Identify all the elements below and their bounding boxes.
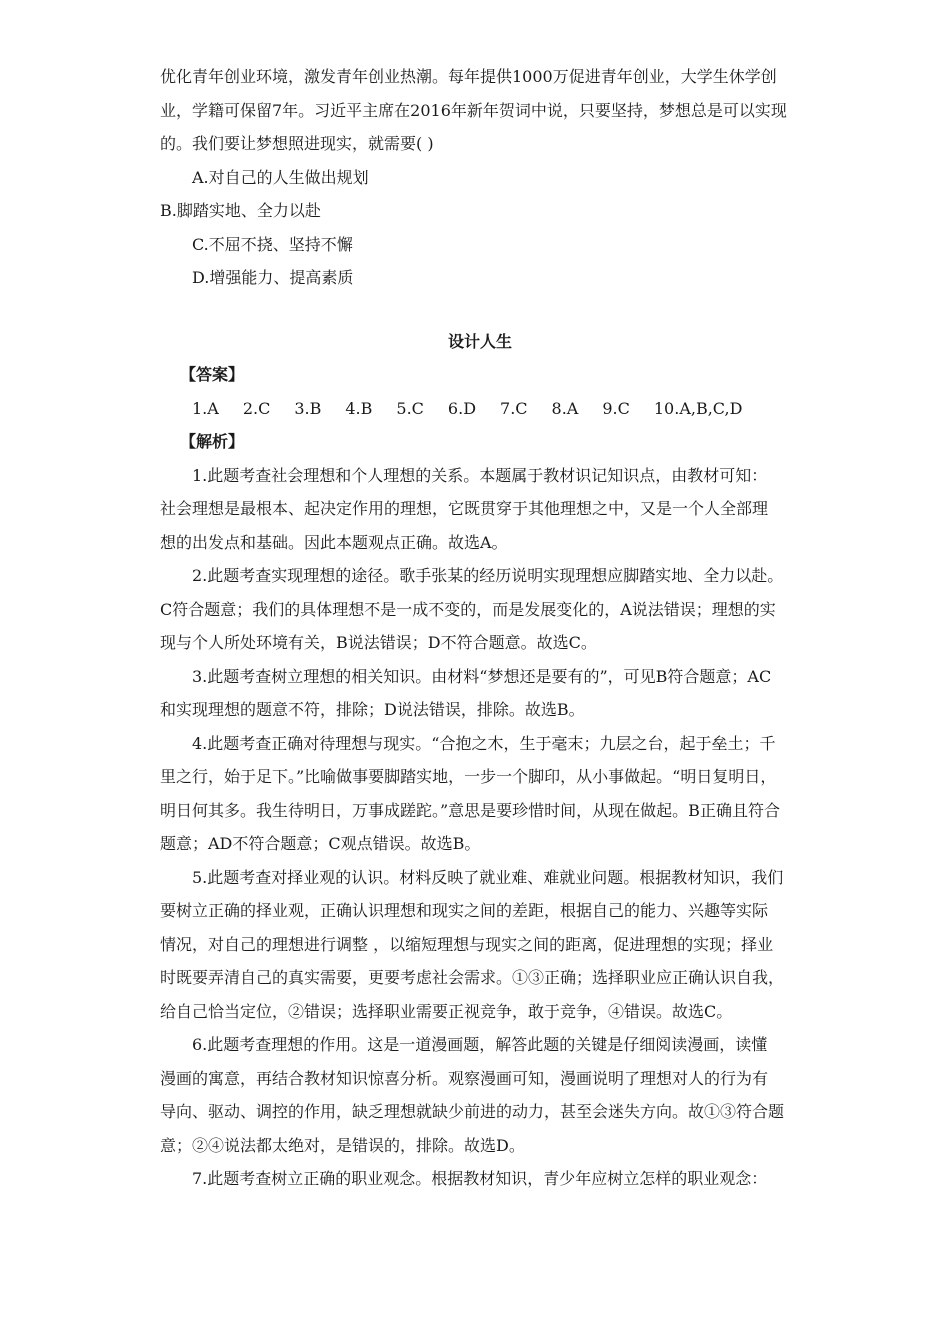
option-b: B.脚踏实地、全力以赴 bbox=[160, 201, 321, 220]
answer-item: 3.B bbox=[294, 398, 322, 418]
document-page bbox=[160, 60, 800, 1196]
answer-item: 10.A,B,C,D bbox=[653, 398, 743, 418]
analysis-line: 题意；AD不符合题意；C观点错误。故选B。 bbox=[160, 834, 481, 853]
answer-item: 2.C bbox=[242, 398, 271, 418]
analysis-line: 导向、驱动、调控的作用，缺乏理想就缺少前进的动力，甚至会迷失方向。故①③符合题 bbox=[160, 1102, 785, 1121]
answer-item: 4.B bbox=[345, 398, 373, 418]
analysis-line: 社会理想是最根本、起决定作用的理想，它既贯穿于其他理想之中，又是一个人全部理 bbox=[160, 499, 769, 518]
analysis-line: 5.此题考查对择业观的认识。材料反映了就业难、难就业问题。根据教材知识，我们 bbox=[192, 867, 784, 887]
analysis-line: 现与个人所处环境有关，B说法错误；D不符合题意。故选C。 bbox=[160, 633, 597, 652]
analysis-line: 漫画的寓意，再结合教材知识惊喜分析。观察漫画可知，漫画说明了理想对人的行为有 bbox=[160, 1068, 769, 1088]
analysis-line: 要树立正确的择业观，正确认识理想和现实之间的差距，根据自己的能力、兴趣等实际 bbox=[160, 901, 769, 920]
answer-item: 5.C bbox=[396, 398, 424, 418]
analysis-line: C符合题意；我们的具体理想不是一成不变的，而是发展变化的，A说法错误；理想的实 bbox=[160, 599, 776, 619]
analysis-line: 2.此题考查实现理想的途径。歌手张某的经历说明实现理想应脚踏实地、全力以赴。 bbox=[192, 566, 784, 585]
analysis-header: 【解析】 bbox=[180, 432, 245, 451]
analysis-line: 4.此题考查正确对待理想与现实。“合抱之木，生于毫末；九层之台，起于垒土；千 bbox=[192, 733, 776, 753]
analysis-line: 7.此题考查树立正确的职业观念。根据教材知识，青少年应树立怎样的职业观念： bbox=[192, 1169, 768, 1188]
option-a: A.对自己的人生做出规划 bbox=[192, 167, 369, 187]
analysis-line: 情况，对自己的理想进行调整 ，以缩短理想与现实之间的距离，促进理想的实现；择业 bbox=[160, 934, 774, 954]
analysis-line: 和实现理想的题意不符，排除；D说法错误，排除。故选B。 bbox=[160, 700, 585, 719]
question-tail bbox=[160, 60, 800, 161]
option-d: D.增强能力、提高素质 bbox=[192, 268, 354, 287]
answer-header: 【答案】 bbox=[180, 365, 245, 384]
analysis-line: 明日何其多。我生待明日，万事成蹉跎。”意思是要珍惜时间，从现在做起。B正确且符合 bbox=[160, 800, 780, 820]
question-line: 业，学籍可保留7年。习近平主席在2016年新年贺词中说，只要坚持，梦想总是可以实现 bbox=[160, 100, 787, 120]
analysis-line: 里之行，始于足下。”比喻做事要脚踏实地，一步一个脚印，从小事做起。“明日复明日， bbox=[160, 767, 777, 786]
analysis-line: 意；②④说法都太绝对，是错误的，排除。故选D。 bbox=[160, 1135, 525, 1155]
answer-list bbox=[160, 392, 800, 426]
answer-item: 1.A bbox=[192, 398, 219, 418]
answer-item: 7.C bbox=[500, 398, 528, 418]
question-line: 的。我们要让梦想照进现实，就需要( ) bbox=[160, 134, 434, 153]
question-line: 优化青年创业环境，激发青年创业热潮。每年提供1000万促进青年创业，大学生休学创 bbox=[160, 67, 777, 86]
answer-item: 6.D bbox=[447, 398, 477, 418]
analysis-line: 想的出发点和基础。因此本题观点正确。故选A。 bbox=[160, 532, 508, 552]
analysis-line: 3.此题考查树立理想的相关知识。由材料“梦想还是要有的”，可见B符合题意；AC bbox=[192, 666, 772, 686]
analysis-body bbox=[160, 459, 800, 1196]
analysis-line: 1.此题考查社会理想和个人理想的关系。本题属于教材识记知识点，由教材可知： bbox=[192, 465, 768, 485]
answer-item: 8.A bbox=[551, 398, 579, 418]
section-title: 设计人生 bbox=[447, 331, 512, 351]
option-c: C.不屈不挠、坚持不懈 bbox=[192, 234, 353, 254]
analysis-line: 6.此题考查理想的作用。这是一道漫画题，解答此题的关键是仔细阅读漫画，读懂 bbox=[192, 1035, 768, 1054]
analysis-line: 给自己恰当定位，②错误；选择职业需要正视竞争，敢于竞争，④错误。故选C。 bbox=[160, 1001, 733, 1021]
analysis-line: 时既要弄清自己的真实需要，更要考虑社会需求。①③正确；选择职业应正确认识自我， bbox=[160, 968, 785, 987]
answer-item: 9.C bbox=[602, 398, 630, 418]
